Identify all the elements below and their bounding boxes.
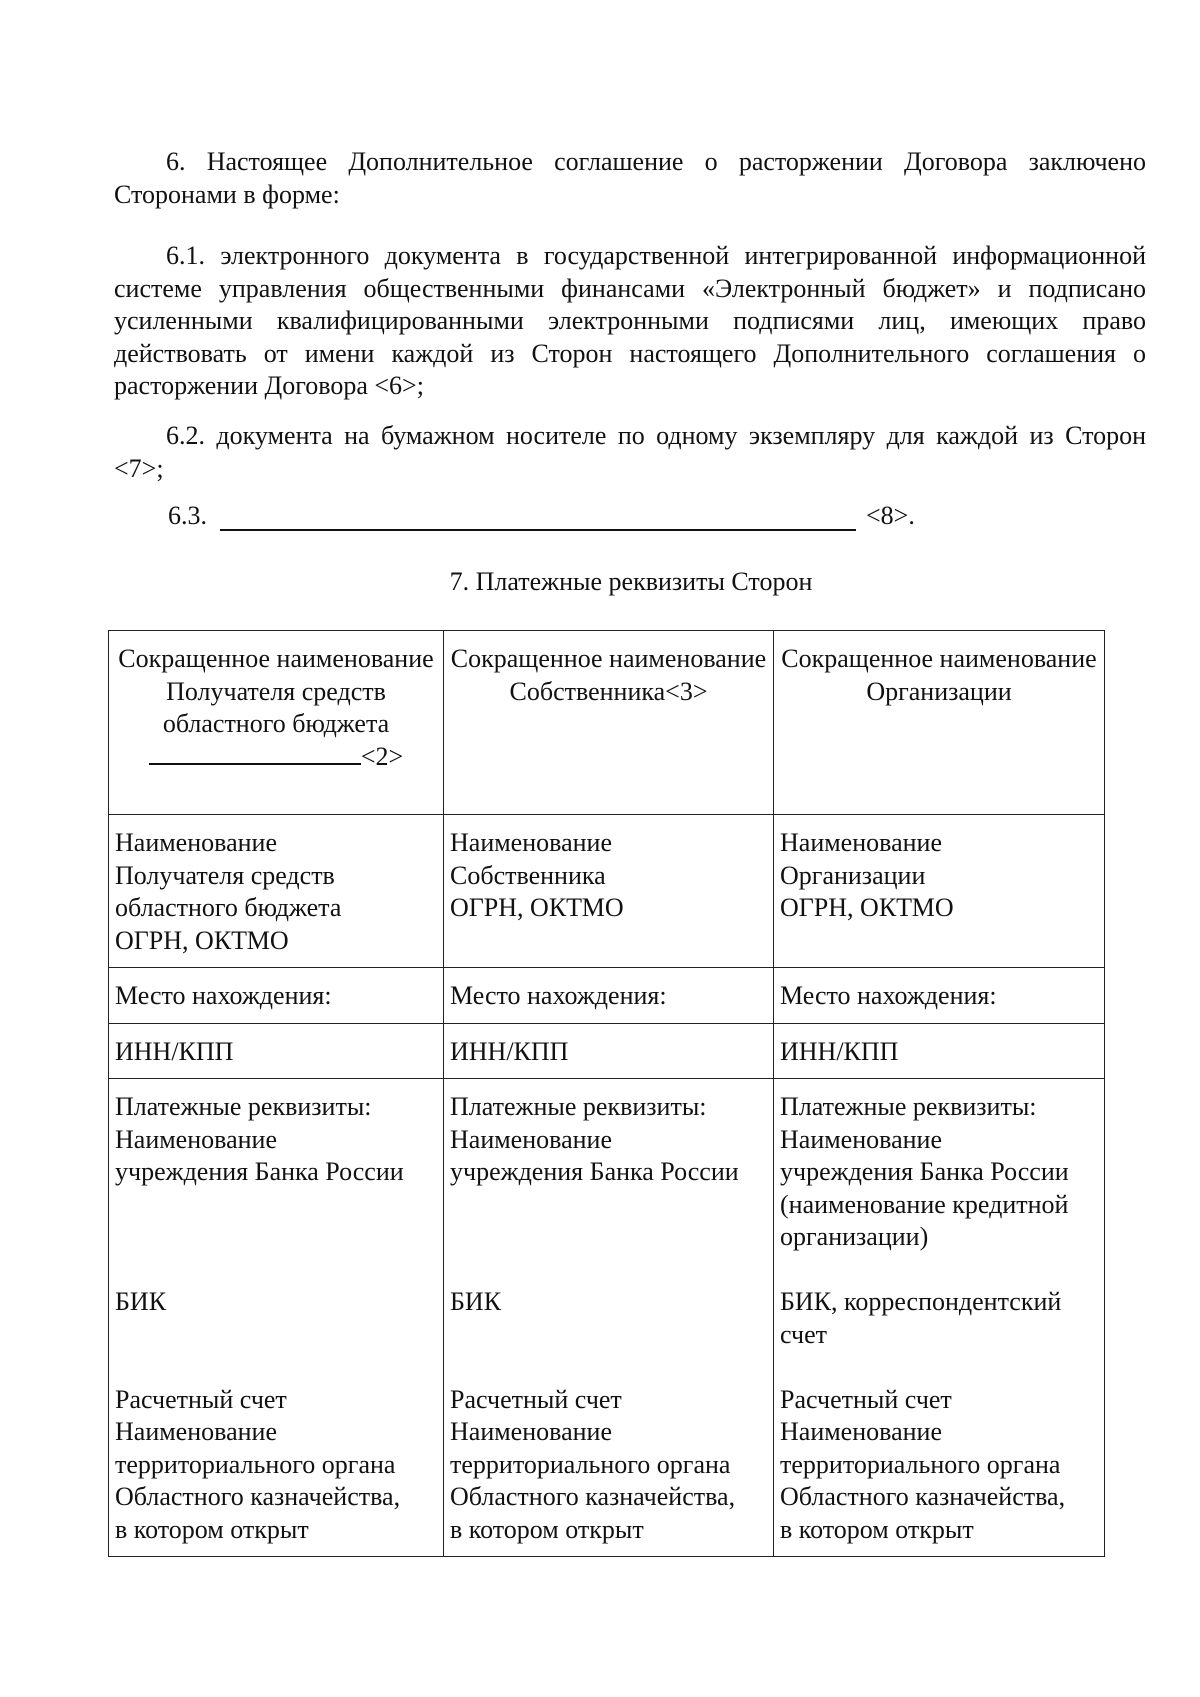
spacer — [115, 1189, 437, 1222]
spacer — [450, 1221, 767, 1254]
spacer — [450, 1189, 767, 1222]
paragraph-6-2: 6.2. документа на бумажном носителе по одному экземпляру для каждой из Сторон <7>; — [114, 421, 1146, 483]
table-cell — [444, 815, 774, 968]
cell-text: Расчетный счет Наименование территориального органа Областного казначейства, в котором открыт — [115, 1384, 401, 1544]
header-cell-owner: Сокращенное наименование Собственника<3> — [444, 631, 774, 815]
signature-blank-line — [149, 741, 361, 765]
table-row-header — [109, 631, 1105, 815]
blank-fill-line — [220, 529, 856, 531]
paragraph-6: 6. Настоящее Дополнительное соглашение о расторжении Договора заключено Сторонами в форме: — [114, 147, 1146, 209]
header-recipient-text: Сокращенное наименование Получателя средств областного бюджета — [118, 644, 434, 738]
spacer — [115, 1221, 437, 1254]
cell-text: БИК — [450, 1287, 502, 1316]
section-title: 7. Платежные реквизиты Сторон — [449, 567, 813, 596]
cell-text: Наименование Собственника ОГРН, ОКТМО — [450, 828, 624, 922]
cell-text: Расчетный счет Наименование территориального органа Областного казначейства, в котором открыт — [780, 1384, 1066, 1544]
header-cell-organization: Сокращенное наименование Организации — [774, 631, 1105, 815]
spacer — [450, 1254, 767, 1287]
table-cell — [774, 815, 1105, 968]
spacer — [780, 1254, 1098, 1287]
spacer — [115, 1351, 437, 1384]
paragraph-6-3-footnote: <8>. — [866, 501, 915, 530]
paragraph-6-3-label: 6.3. — [168, 501, 207, 530]
cell-text: Платежные реквизиты: Наименование учреждения Банка России (наименование кредитной организации) — [780, 1092, 1069, 1251]
spacer — [780, 1351, 1098, 1384]
header-recipient-footnote: <2> — [360, 741, 404, 771]
table-cell — [109, 1079, 444, 1557]
cell-text: БИК — [115, 1287, 167, 1316]
table-cell: Место нахождения: — [444, 968, 774, 1024]
table-cell — [444, 1079, 774, 1557]
table-cell — [774, 1079, 1105, 1557]
table-cell: ИНН/КПП — [774, 1023, 1105, 1079]
table-row-location — [109, 968, 1105, 1024]
spacer — [450, 1351, 767, 1384]
cell-text: БИК, корреспондентский счет — [780, 1287, 1062, 1349]
table-cell: Место нахождения: — [109, 968, 444, 1024]
table-cell: ИНН/КПП — [109, 1023, 444, 1079]
spacer — [450, 1319, 767, 1352]
cell-text: Платежные реквизиты: Наименование учреждения Банка России — [450, 1092, 739, 1186]
payment-details-table — [108, 630, 1105, 1557]
table-cell: Место нахождения: — [774, 968, 1105, 1024]
cell-text: Наименование Организации ОГРН, ОКТМО — [780, 828, 954, 922]
table-row-payment — [109, 1079, 1105, 1557]
header-cell-recipient — [109, 631, 444, 815]
spacer — [115, 1254, 437, 1287]
cell-text: Наименование Получателя средств областного бюджета ОГРН, ОКТМО — [115, 828, 342, 955]
spacer — [115, 1319, 437, 1352]
cell-text: Платежные реквизиты: Наименование учреждения Банка России — [115, 1092, 404, 1186]
table-row-inn — [109, 1023, 1105, 1079]
table-cell — [109, 815, 444, 968]
table-row-names — [109, 815, 1105, 968]
table-cell: ИНН/КПП — [444, 1023, 774, 1079]
cell-text: Расчетный счет Наименование территориального органа Областного казначейства, в котором открыт — [450, 1384, 736, 1544]
paragraph-6-1: 6.1. электронного документа в государственной интегрированной информационной системе управления общественными финансами «Электронный бюджет» и подписано усиленными квалифицированными электронными подписями лиц, имеющих право действовать от имени каждой из Сторон настоящего Дополнительного соглашения о расторжении Договора <6>; — [114, 241, 1146, 400]
